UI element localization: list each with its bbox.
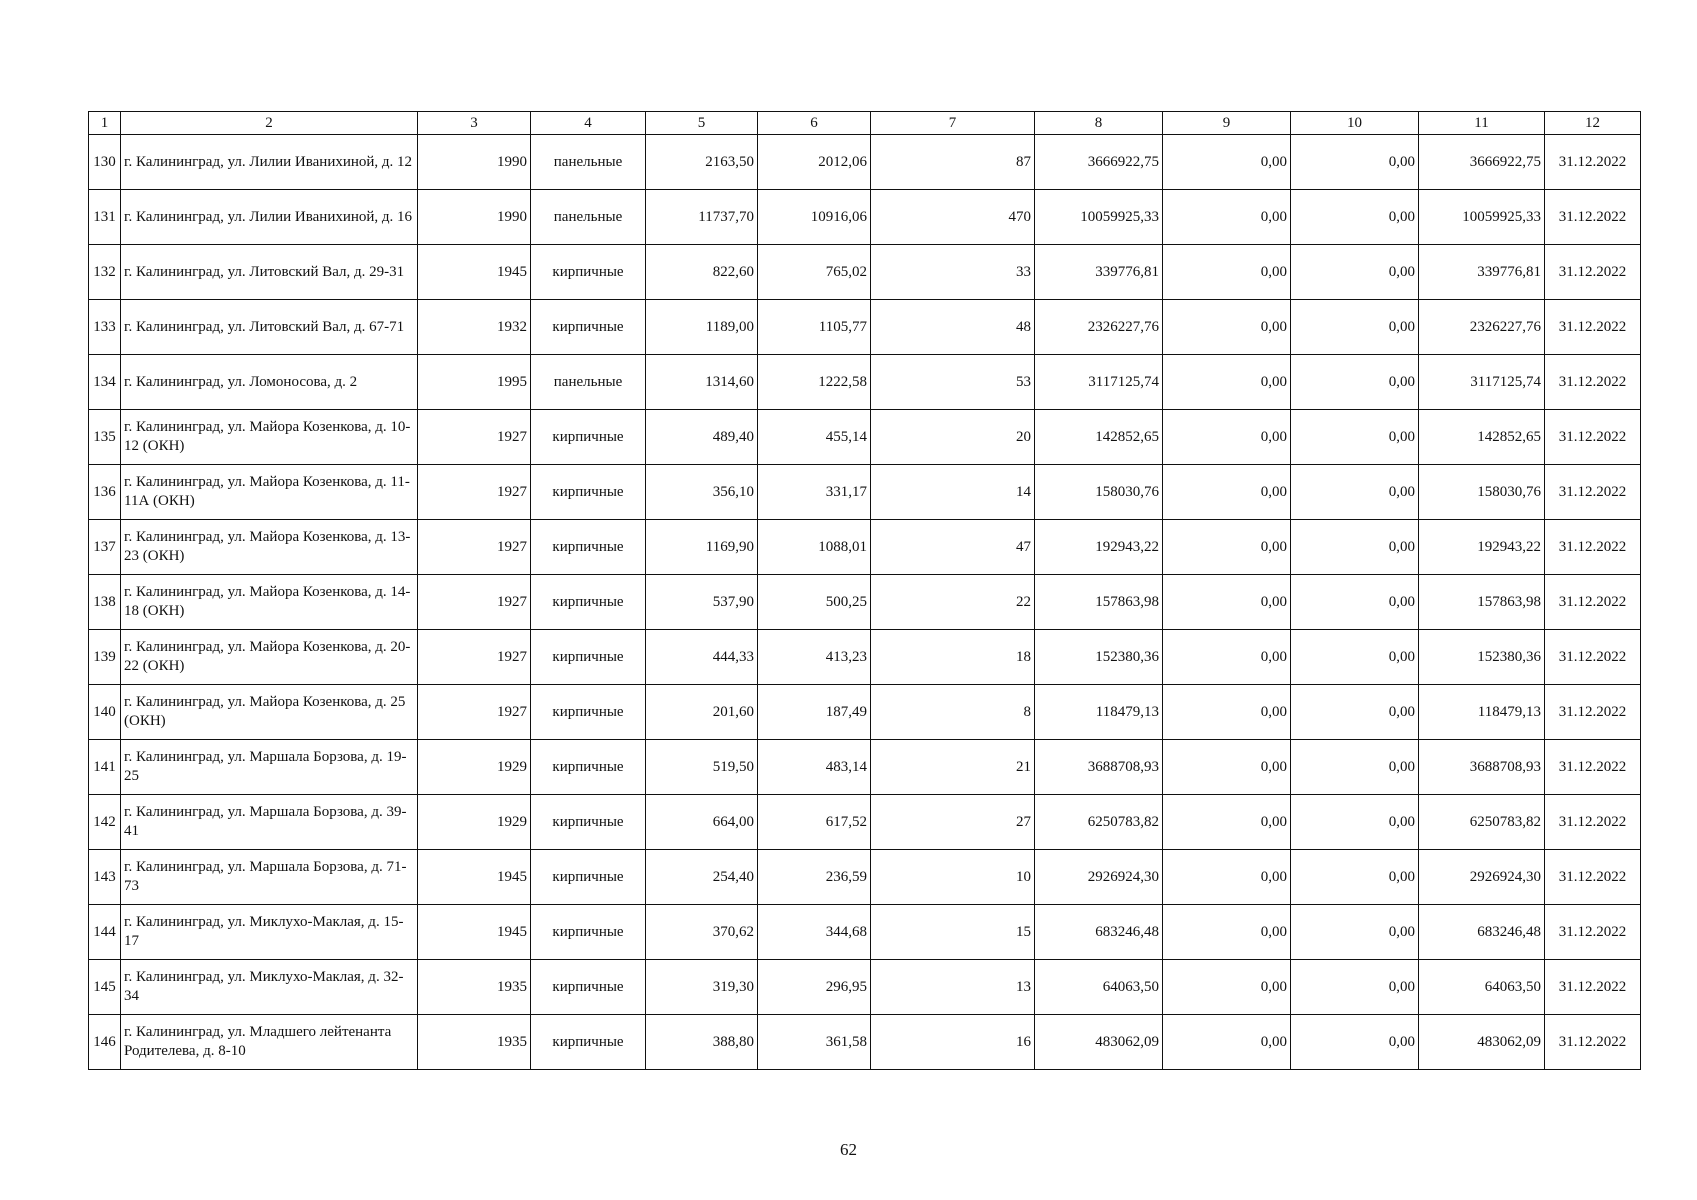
- row-number: 144: [89, 905, 121, 960]
- year-cell: 1927: [418, 630, 531, 685]
- value-cell: 0,00: [1291, 795, 1419, 850]
- wall-material-cell: кирпичные: [531, 465, 646, 520]
- value-cell: 3666922,75: [1419, 135, 1545, 190]
- row-number: 141: [89, 740, 121, 795]
- row-number: 137: [89, 520, 121, 575]
- date-cell: 31.12.2022: [1545, 795, 1641, 850]
- wall-material-cell: кирпичные: [531, 245, 646, 300]
- col-number: 6: [758, 112, 871, 135]
- year-cell: 1927: [418, 520, 531, 575]
- value-cell: 0,00: [1291, 850, 1419, 905]
- value-cell: 3117125,74: [1419, 355, 1545, 410]
- value-cell: 331,17: [758, 465, 871, 520]
- date-cell: 31.12.2022: [1545, 850, 1641, 905]
- value-cell: 192943,22: [1035, 520, 1163, 575]
- value-cell: 344,68: [758, 905, 871, 960]
- value-cell: 0,00: [1163, 355, 1291, 410]
- value-cell: 2326227,76: [1419, 300, 1545, 355]
- value-cell: 0,00: [1291, 960, 1419, 1015]
- col-number: 10: [1291, 112, 1419, 135]
- value-cell: 142852,65: [1035, 410, 1163, 465]
- address-cell: г. Калининград, ул. Миклухо-Маклая, д. 32-34: [121, 960, 418, 1015]
- date-cell: 31.12.2022: [1545, 245, 1641, 300]
- value-cell: 765,02: [758, 245, 871, 300]
- value-cell: 0,00: [1163, 465, 1291, 520]
- value-cell: 64063,50: [1035, 960, 1163, 1015]
- year-cell: 1935: [418, 960, 531, 1015]
- value-cell: 15: [871, 905, 1035, 960]
- value-cell: 236,59: [758, 850, 871, 905]
- address-cell: г. Калининград, ул. Лилии Иванихиной, д. 16: [121, 190, 418, 245]
- row-number: 130: [89, 135, 121, 190]
- value-cell: 0,00: [1163, 850, 1291, 905]
- year-cell: 1927: [418, 685, 531, 740]
- year-cell: 1929: [418, 795, 531, 850]
- row-number: 138: [89, 575, 121, 630]
- year-cell: 1935: [418, 1015, 531, 1070]
- value-cell: 0,00: [1163, 630, 1291, 685]
- value-cell: 0,00: [1291, 135, 1419, 190]
- value-cell: 0,00: [1163, 795, 1291, 850]
- value-cell: 0,00: [1291, 575, 1419, 630]
- value-cell: 444,33: [646, 630, 758, 685]
- address-cell: г. Калининград, ул. Майора Козенкова, д. 25 (ОКН): [121, 685, 418, 740]
- value-cell: 470: [871, 190, 1035, 245]
- value-cell: 6250783,82: [1035, 795, 1163, 850]
- value-cell: 0,00: [1291, 630, 1419, 685]
- row-number: 145: [89, 960, 121, 1015]
- table-row: [89, 245, 1641, 300]
- value-cell: 664,00: [646, 795, 758, 850]
- value-cell: 0,00: [1163, 1015, 1291, 1070]
- value-cell: 500,25: [758, 575, 871, 630]
- value-cell: 201,60: [646, 685, 758, 740]
- value-cell: 10: [871, 850, 1035, 905]
- value-cell: 483062,09: [1035, 1015, 1163, 1070]
- year-cell: 1945: [418, 905, 531, 960]
- col-number: 4: [531, 112, 646, 135]
- col-number: 7: [871, 112, 1035, 135]
- wall-material-cell: кирпичные: [531, 1015, 646, 1070]
- value-cell: 0,00: [1291, 245, 1419, 300]
- table-row: [89, 1015, 1641, 1070]
- value-cell: 537,90: [646, 575, 758, 630]
- value-cell: 27: [871, 795, 1035, 850]
- address-cell: г. Калининград, ул. Маршала Борзова, д. 19-25: [121, 740, 418, 795]
- value-cell: 33: [871, 245, 1035, 300]
- wall-material-cell: панельные: [531, 355, 646, 410]
- address-cell: г. Калининград, ул. Майора Козенкова, д. 11-11А (ОКН): [121, 465, 418, 520]
- row-number: 133: [89, 300, 121, 355]
- page-number: 62: [840, 1140, 857, 1159]
- col-number: 3: [418, 112, 531, 135]
- table-row: [89, 630, 1641, 685]
- value-cell: 152380,36: [1035, 630, 1163, 685]
- table-row: [89, 410, 1641, 465]
- address-cell: г. Калининград, ул. Маршала Борзова, д. 39-41: [121, 795, 418, 850]
- value-cell: 192943,22: [1419, 520, 1545, 575]
- value-cell: 2163,50: [646, 135, 758, 190]
- address-cell: г. Калининград, ул. Миклухо-Маклая, д. 15-17: [121, 905, 418, 960]
- value-cell: 0,00: [1291, 190, 1419, 245]
- row-number: 132: [89, 245, 121, 300]
- table-row: [89, 685, 1641, 740]
- year-cell: 1929: [418, 740, 531, 795]
- value-cell: 1088,01: [758, 520, 871, 575]
- date-cell: 31.12.2022: [1545, 410, 1641, 465]
- value-cell: 0,00: [1291, 1015, 1419, 1070]
- table-row: [89, 905, 1641, 960]
- row-number: 143: [89, 850, 121, 905]
- value-cell: 339776,81: [1419, 245, 1545, 300]
- address-cell: г. Калининград, ул. Майора Козенкова, д. 14-18 (ОКН): [121, 575, 418, 630]
- value-cell: 14: [871, 465, 1035, 520]
- date-cell: 31.12.2022: [1545, 300, 1641, 355]
- value-cell: 20: [871, 410, 1035, 465]
- date-cell: 31.12.2022: [1545, 520, 1641, 575]
- date-cell: 31.12.2022: [1545, 465, 1641, 520]
- date-cell: 31.12.2022: [1545, 190, 1641, 245]
- value-cell: 53: [871, 355, 1035, 410]
- value-cell: 0,00: [1291, 410, 1419, 465]
- wall-material-cell: кирпичные: [531, 740, 646, 795]
- value-cell: 142852,65: [1419, 410, 1545, 465]
- value-cell: 0,00: [1163, 575, 1291, 630]
- value-cell: 822,60: [646, 245, 758, 300]
- value-cell: 158030,76: [1035, 465, 1163, 520]
- value-cell: 683246,48: [1035, 905, 1163, 960]
- value-cell: 388,80: [646, 1015, 758, 1070]
- value-cell: 0,00: [1291, 740, 1419, 795]
- value-cell: 0,00: [1163, 685, 1291, 740]
- value-cell: 87: [871, 135, 1035, 190]
- date-cell: 31.12.2022: [1545, 630, 1641, 685]
- col-number: 11: [1419, 112, 1545, 135]
- value-cell: 0,00: [1163, 740, 1291, 795]
- address-cell: г. Калининград, ул. Ломоносова, д. 2: [121, 355, 418, 410]
- column-number-row: [89, 112, 1641, 135]
- value-cell: 356,10: [646, 465, 758, 520]
- value-cell: 158030,76: [1419, 465, 1545, 520]
- value-cell: 254,40: [646, 850, 758, 905]
- address-cell: г. Калининград, ул. Майора Козенкова, д. 13-23 (ОКН): [121, 520, 418, 575]
- value-cell: 0,00: [1291, 520, 1419, 575]
- value-cell: 64063,50: [1419, 960, 1545, 1015]
- address-cell: г. Калининград, ул. Литовский Вал, д. 29-31: [121, 245, 418, 300]
- value-cell: 617,52: [758, 795, 871, 850]
- value-cell: 2926924,30: [1035, 850, 1163, 905]
- value-cell: 48: [871, 300, 1035, 355]
- date-cell: 31.12.2022: [1545, 355, 1641, 410]
- value-cell: 339776,81: [1035, 245, 1163, 300]
- value-cell: 157863,98: [1419, 575, 1545, 630]
- table-row: [89, 300, 1641, 355]
- year-cell: 1945: [418, 245, 531, 300]
- table-row: [89, 135, 1641, 190]
- value-cell: 0,00: [1163, 190, 1291, 245]
- wall-material-cell: кирпичные: [531, 905, 646, 960]
- value-cell: 1189,00: [646, 300, 758, 355]
- address-cell: г. Калининград, ул. Лилии Иванихиной, д. 12: [121, 135, 418, 190]
- value-cell: 489,40: [646, 410, 758, 465]
- year-cell: 1945: [418, 850, 531, 905]
- value-cell: 118479,13: [1419, 685, 1545, 740]
- row-number: 131: [89, 190, 121, 245]
- wall-material-cell: кирпичные: [531, 520, 646, 575]
- value-cell: 413,23: [758, 630, 871, 685]
- year-cell: 1995: [418, 355, 531, 410]
- table-row: [89, 575, 1641, 630]
- wall-material-cell: кирпичные: [531, 850, 646, 905]
- row-number: 136: [89, 465, 121, 520]
- address-cell: г. Калининград, ул. Литовский Вал, д. 67-71: [121, 300, 418, 355]
- value-cell: 10059925,33: [1035, 190, 1163, 245]
- value-cell: 3688708,93: [1035, 740, 1163, 795]
- value-cell: 2326227,76: [1035, 300, 1163, 355]
- value-cell: 8: [871, 685, 1035, 740]
- value-cell: 0,00: [1291, 685, 1419, 740]
- value-cell: 0,00: [1291, 355, 1419, 410]
- value-cell: 10059925,33: [1419, 190, 1545, 245]
- wall-material-cell: кирпичные: [531, 410, 646, 465]
- wall-material-cell: панельные: [531, 190, 646, 245]
- value-cell: 296,95: [758, 960, 871, 1015]
- date-cell: 31.12.2022: [1545, 1015, 1641, 1070]
- housing-table: [88, 111, 1641, 1070]
- date-cell: 31.12.2022: [1545, 685, 1641, 740]
- value-cell: 0,00: [1163, 960, 1291, 1015]
- date-cell: 31.12.2022: [1545, 135, 1641, 190]
- value-cell: 0,00: [1163, 135, 1291, 190]
- value-cell: 3688708,93: [1419, 740, 1545, 795]
- value-cell: 519,50: [646, 740, 758, 795]
- year-cell: 1990: [418, 135, 531, 190]
- table-row: [89, 850, 1641, 905]
- col-number: 5: [646, 112, 758, 135]
- table-row: [89, 190, 1641, 245]
- value-cell: 0,00: [1163, 410, 1291, 465]
- value-cell: 3666922,75: [1035, 135, 1163, 190]
- address-cell: г. Калининград, ул. Младшего лейтенанта Родителева, д. 8-10: [121, 1015, 418, 1070]
- value-cell: 3117125,74: [1035, 355, 1163, 410]
- year-cell: 1932: [418, 300, 531, 355]
- value-cell: 2926924,30: [1419, 850, 1545, 905]
- value-cell: 18: [871, 630, 1035, 685]
- wall-material-cell: кирпичные: [531, 300, 646, 355]
- date-cell: 31.12.2022: [1545, 960, 1641, 1015]
- table-row: [89, 740, 1641, 795]
- col-number: 8: [1035, 112, 1163, 135]
- date-cell: 31.12.2022: [1545, 740, 1641, 795]
- table-row: [89, 795, 1641, 850]
- value-cell: 10916,06: [758, 190, 871, 245]
- row-number: 140: [89, 685, 121, 740]
- year-cell: 1990: [418, 190, 531, 245]
- value-cell: 1314,60: [646, 355, 758, 410]
- table-row: [89, 465, 1641, 520]
- value-cell: 1169,90: [646, 520, 758, 575]
- col-number: 1: [89, 112, 121, 135]
- value-cell: 16: [871, 1015, 1035, 1070]
- value-cell: 22: [871, 575, 1035, 630]
- row-number: 142: [89, 795, 121, 850]
- value-cell: 0,00: [1163, 905, 1291, 960]
- value-cell: 0,00: [1163, 300, 1291, 355]
- year-cell: 1927: [418, 465, 531, 520]
- address-cell: г. Калининград, ул. Маршала Борзова, д. 71-73: [121, 850, 418, 905]
- value-cell: 361,58: [758, 1015, 871, 1070]
- wall-material-cell: панельные: [531, 135, 646, 190]
- value-cell: 0,00: [1291, 300, 1419, 355]
- value-cell: 0,00: [1163, 245, 1291, 300]
- wall-material-cell: кирпичные: [531, 575, 646, 630]
- table-row: [89, 960, 1641, 1015]
- value-cell: 2012,06: [758, 135, 871, 190]
- row-number: 135: [89, 410, 121, 465]
- value-cell: 118479,13: [1035, 685, 1163, 740]
- col-number: 12: [1545, 112, 1641, 135]
- row-number: 146: [89, 1015, 121, 1070]
- col-number: 9: [1163, 112, 1291, 135]
- value-cell: 187,49: [758, 685, 871, 740]
- address-cell: г. Калининград, ул. Майора Козенкова, д. 10-12 (ОКН): [121, 410, 418, 465]
- value-cell: 47: [871, 520, 1035, 575]
- value-cell: 370,62: [646, 905, 758, 960]
- value-cell: 0,00: [1291, 905, 1419, 960]
- value-cell: 157863,98: [1035, 575, 1163, 630]
- date-cell: 31.12.2022: [1545, 575, 1641, 630]
- value-cell: 319,30: [646, 960, 758, 1015]
- value-cell: 152380,36: [1419, 630, 1545, 685]
- wall-material-cell: кирпичные: [531, 960, 646, 1015]
- address-cell: г. Калининград, ул. Майора Козенкова, д. 20-22 (ОКН): [121, 630, 418, 685]
- wall-material-cell: кирпичные: [531, 685, 646, 740]
- value-cell: 13: [871, 960, 1035, 1015]
- table-row: [89, 355, 1641, 410]
- value-cell: 21: [871, 740, 1035, 795]
- year-cell: 1927: [418, 575, 531, 630]
- row-number: 134: [89, 355, 121, 410]
- value-cell: 1222,58: [758, 355, 871, 410]
- row-number: 139: [89, 630, 121, 685]
- year-cell: 1927: [418, 410, 531, 465]
- value-cell: 483,14: [758, 740, 871, 795]
- wall-material-cell: кирпичные: [531, 795, 646, 850]
- date-cell: 31.12.2022: [1545, 905, 1641, 960]
- value-cell: 11737,70: [646, 190, 758, 245]
- value-cell: 683246,48: [1419, 905, 1545, 960]
- value-cell: 1105,77: [758, 300, 871, 355]
- col-number: 2: [121, 112, 418, 135]
- value-cell: 0,00: [1291, 465, 1419, 520]
- table-row: [89, 520, 1641, 575]
- value-cell: 455,14: [758, 410, 871, 465]
- value-cell: 6250783,82: [1419, 795, 1545, 850]
- value-cell: 0,00: [1163, 520, 1291, 575]
- wall-material-cell: кирпичные: [531, 630, 646, 685]
- value-cell: 483062,09: [1419, 1015, 1545, 1070]
